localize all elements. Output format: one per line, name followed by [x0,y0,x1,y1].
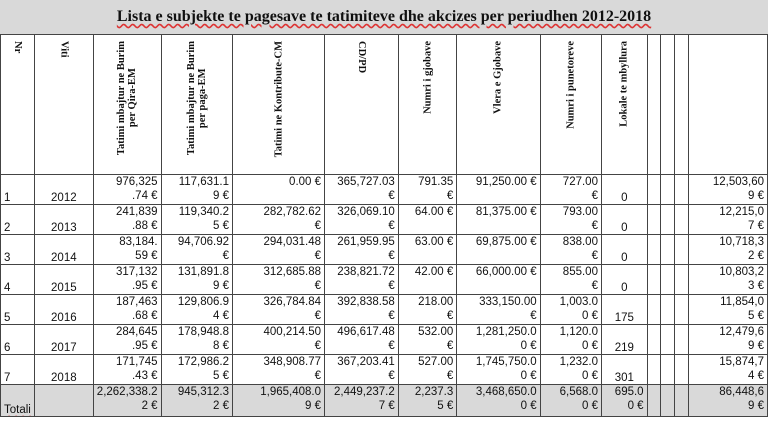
cell-total-col: 15,874,7 4 € [688,355,767,385]
total-lokale: 695.0 0 € [601,385,647,417]
header-kontribute: Tatimi ne Kontribute-CM [233,35,325,175]
cell-nr: 3 [1,235,35,265]
cell-kontribute: 348,908.77 € [233,355,325,385]
cell-empty [661,265,675,295]
header-empty-4 [688,35,767,175]
table-row [1,265,768,295]
total-qira: 2,262,338.2 2 € [93,385,161,417]
cell-nr: 5 [1,295,35,325]
cell-empty [661,385,675,417]
total-punetore: 6,568.0 0 € [540,385,601,417]
cell-lokale: 0 [601,205,647,235]
cell-viti: 2012 [34,175,93,205]
cell-cdpd: 367,203.41 € [325,355,399,385]
header-paga: Tatimi mbajtur ne Burim per paga-EM [161,35,232,175]
header-cdpd: CD/PD [325,35,399,175]
cell-nr: 1 [1,175,35,205]
cell-lokale: 0 [601,235,647,265]
totals-row [1,385,768,417]
cell-empty [647,235,661,265]
header-nr: Nr [1,35,35,175]
cell-viti: 2014 [34,235,93,265]
table-row [1,295,768,325]
cell-numri-gjobave: 527.00 € [398,355,456,385]
header-qira: Tatimi mbajtur ne Burim per Qira-EM [93,35,161,175]
header-empty-3 [675,35,689,175]
cell-total-col: 11,854,0 5 € [688,295,767,325]
cell-punetore: 793.00 € [540,205,601,235]
cell-numri-gjobave: 64.00 € [398,205,456,235]
cell-empty [661,295,675,325]
cell-kontribute: 282,782.62 € [233,205,325,235]
cell-total-col: 10,803,2 3 € [688,265,767,295]
tax-table [0,34,768,417]
cell-empty [675,295,689,325]
cell-lokale: 301 [601,355,647,385]
cell-numri-gjobave: 532.00 € [398,325,456,355]
cell-punetore: 838.00 € [540,235,601,265]
cell-vlera-gjobave: 91,250.00 € [457,175,540,205]
cell-numri-gjobave: 42.00 € [398,265,456,295]
cell-nr: 2 [1,205,35,235]
cell-numri-gjobave: 791.35 € [398,175,456,205]
cell-viti: 2018 [34,355,93,385]
cell-cdpd: 261,959.95 € [325,235,399,265]
cell-vlera-gjobave: 1,745,750.0 0 € [457,355,540,385]
cell-total-col: 12,215,0 7 € [688,205,767,235]
totals-label: Totali [1,385,35,417]
cell-qira: 241,839 .88 € [93,205,161,235]
total-numri-gjobave: 2,237.3 5 € [398,385,456,417]
cell-empty [34,385,93,417]
cell-empty [647,265,661,295]
cell-qira: 317,132 .95 € [93,265,161,295]
cell-qira: 83,184. 59 € [93,235,161,265]
cell-empty [661,355,675,385]
cell-empty [661,175,675,205]
cell-kontribute: 0.00 € [233,175,325,205]
header-viti: Viti [34,35,93,175]
cell-vlera-gjobave: 333,150.00 € [457,295,540,325]
cell-paga: 131,891.8 9 € [161,265,232,295]
cell-paga: 129,806.9 4 € [161,295,232,325]
cell-empty [647,205,661,235]
cell-cdpd: 326,069.10 € [325,205,399,235]
cell-empty [675,265,689,295]
cell-punetore: 727.00 € [540,175,601,205]
header-vlera-gjobave: Vlera e Gjobave [457,35,540,175]
cell-vlera-gjobave: 66,000.00 € [457,265,540,295]
table-title [0,0,768,35]
title-text: Lista e subjekte te pagesave te tatimiteve dhe akcizes per periudhen 2012-2018 [116,8,652,25]
cell-qira: 171,745 .43 € [93,355,161,385]
cell-empty [661,325,675,355]
cell-punetore: 855.00 € [540,265,601,295]
header-lokale: Lokale te mbyllura [601,35,647,175]
cell-kontribute: 400,214.50 € [233,325,325,355]
cell-total-col: 12,479,6 9 € [688,325,767,355]
cell-empty [675,325,689,355]
total-vlera-gjobave: 3,468,650.0 0 € [457,385,540,417]
cell-punetore: 1,003.0 0 € [540,295,601,325]
cell-paga: 119,340.2 5 € [161,205,232,235]
cell-empty [675,235,689,265]
header-row [1,35,768,175]
cell-vlera-gjobave: 81,375.00 € [457,205,540,235]
table-row [1,355,768,385]
cell-nr: 4 [1,265,35,295]
cell-paga: 117,631.1 9 € [161,175,232,205]
total-paga: 945,312.3 2 € [161,385,232,417]
header-empty-1 [647,35,661,175]
total-cdpd: 2,449,237.2 7 € [325,385,399,417]
total-kontribute: 1,965,408.0 9 € [233,385,325,417]
cell-lokale: 219 [601,325,647,355]
cell-paga: 178,948.8 8 € [161,325,232,355]
cell-vlera-gjobave: 69,875.00 € [457,235,540,265]
cell-nr: 7 [1,355,35,385]
cell-kontribute: 326,784.84 € [233,295,325,325]
cell-empty [647,385,661,417]
cell-kontribute: 312,685.88 € [233,265,325,295]
cell-kontribute: 294,031.48 € [233,235,325,265]
cell-viti: 2016 [34,295,93,325]
cell-paga: 172,986.2 5 € [161,355,232,385]
cell-paga: 94,706.92 € [161,235,232,265]
cell-empty [675,175,689,205]
cell-punetore: 1,120.0 0 € [540,325,601,355]
cell-lokale: 0 [601,175,647,205]
cell-empty [661,205,675,235]
cell-empty [661,235,675,265]
cell-vlera-gjobave: 1,281,250.0 0 € [457,325,540,355]
cell-empty [675,205,689,235]
table-row [1,235,768,265]
header-numri-gjobave: Numri i gjobave [398,35,456,175]
total-grand: 86,448,6 9 € [688,385,767,417]
cell-numri-gjobave: 218.00 € [398,295,456,325]
header-numri-punetoreve: Numri i punetoreve [540,35,601,175]
cell-lokale: 175 [601,295,647,325]
cell-cdpd: 392,838.58 € [325,295,399,325]
cell-empty [675,385,689,417]
cell-cdpd: 365,727.03 € [325,175,399,205]
header-empty-2 [661,35,675,175]
cell-viti: 2013 [34,205,93,235]
cell-qira: 284,645 .95 € [93,325,161,355]
cell-nr: 6 [1,325,35,355]
cell-empty [647,355,661,385]
cell-cdpd: 238,821.72 € [325,265,399,295]
cell-empty [675,355,689,385]
cell-total-col: 12,503,60 9 € [688,175,767,205]
cell-viti: 2015 [34,265,93,295]
table-row [1,175,768,205]
cell-qira: 187,463 .68 € [93,295,161,325]
table-row [1,325,768,355]
table-row [1,205,768,235]
cell-viti: 2017 [34,325,93,355]
cell-empty [647,175,661,205]
cell-cdpd: 496,617.48 € [325,325,399,355]
cell-empty [647,325,661,355]
cell-punetore: 1,232.0 0 € [540,355,601,385]
cell-lokale: 0 [601,265,647,295]
cell-total-col: 10,718,3 2 € [688,235,767,265]
cell-empty [647,295,661,325]
cell-qira: 976,325 .74 € [93,175,161,205]
cell-numri-gjobave: 63.00 € [398,235,456,265]
